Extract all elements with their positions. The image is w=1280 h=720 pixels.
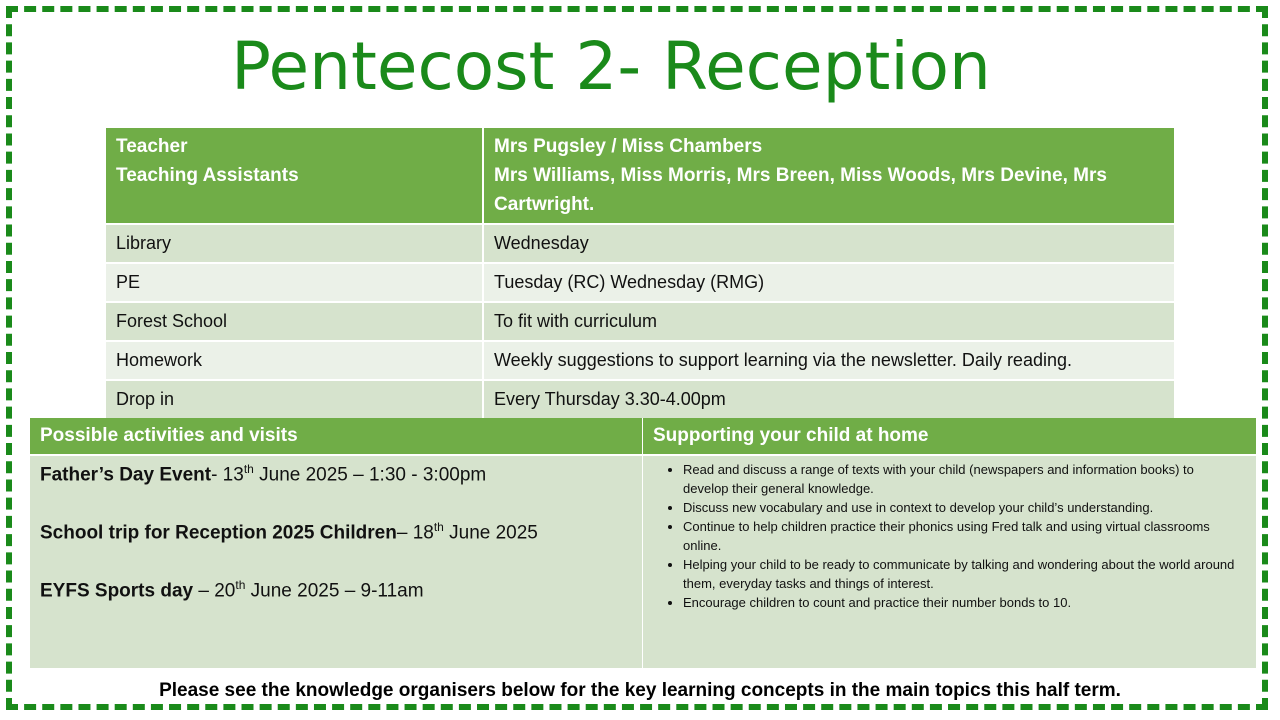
assistants-value: Mrs Williams, Miss Morris, Mrs Breen, Miss Woods, Mrs Devine, Mrs Cartwright.	[494, 165, 1107, 215]
bottom-panels	[30, 418, 1256, 668]
row-label: Homework	[105, 341, 483, 380]
row-value: Weekly suggestions to support learning via the newsletter. Daily reading.	[483, 341, 1175, 380]
row-label: Forest School	[105, 302, 483, 341]
row-value: Every Thursday 3.30-4.00pm	[483, 380, 1175, 419]
support-panel	[643, 418, 1256, 668]
activities-body	[30, 456, 642, 668]
row-label: Library	[105, 224, 483, 263]
table-row	[105, 380, 1175, 419]
list-item: • Helping your child to be ready to communicate by talking and wondering about the world around them, everyday tasks and things of interest.	[683, 555, 1242, 593]
teacher-label: Teacher	[116, 136, 188, 157]
event-item: EYFS Sports day – 20th June 2025 – 9-11am	[40, 578, 424, 602]
activities-heading: Possible activities and visits	[30, 418, 642, 454]
row-label: Drop in	[105, 380, 483, 419]
info-table	[104, 126, 1176, 420]
teacher-value: Mrs Pugsley / Miss Chambers	[494, 136, 763, 157]
table-row	[105, 341, 1175, 380]
list-item: • Discuss new vocabulary and use in context to develop your child’s understanding.	[683, 498, 1242, 517]
support-body	[643, 456, 1256, 668]
event-item: Father’s Day Event- 13th June 2025 – 1:30 - 3:00pm	[40, 462, 487, 486]
table-row	[105, 302, 1175, 341]
assistants-label: Teaching Assistants	[116, 165, 299, 186]
row-value: Wednesday	[483, 224, 1175, 263]
event-item: School trip for Reception 2025 Children– 18th June 2025	[40, 520, 538, 544]
activities-panel	[30, 418, 642, 668]
staff-row	[105, 127, 1175, 224]
staff-labels	[105, 127, 483, 224]
page-title: Pentecost 2- Reception	[231, 28, 991, 105]
table-row	[105, 224, 1175, 263]
list-item: • Encourage children to count and practice their number bonds to 10.	[683, 593, 1242, 612]
list-item: • Read and discuss a range of texts with your child (newspapers and information books) to develop their general knowledge.	[683, 460, 1242, 498]
table-row	[105, 263, 1175, 302]
footer-note: Please see the knowledge organisers below for the key learning concepts in the main topics this half term.	[159, 680, 1121, 701]
support-list	[671, 460, 1242, 612]
support-heading: Supporting your child at home	[643, 418, 1256, 454]
row-value: To fit with curriculum	[483, 302, 1175, 341]
row-value: Tuesday (RC) Wednesday (RMG)	[483, 263, 1175, 302]
staff-values	[483, 127, 1175, 224]
list-item: • Continue to help children practice their phonics using Fred talk and using virtual classrooms online.	[683, 517, 1242, 555]
row-label: PE	[105, 263, 483, 302]
